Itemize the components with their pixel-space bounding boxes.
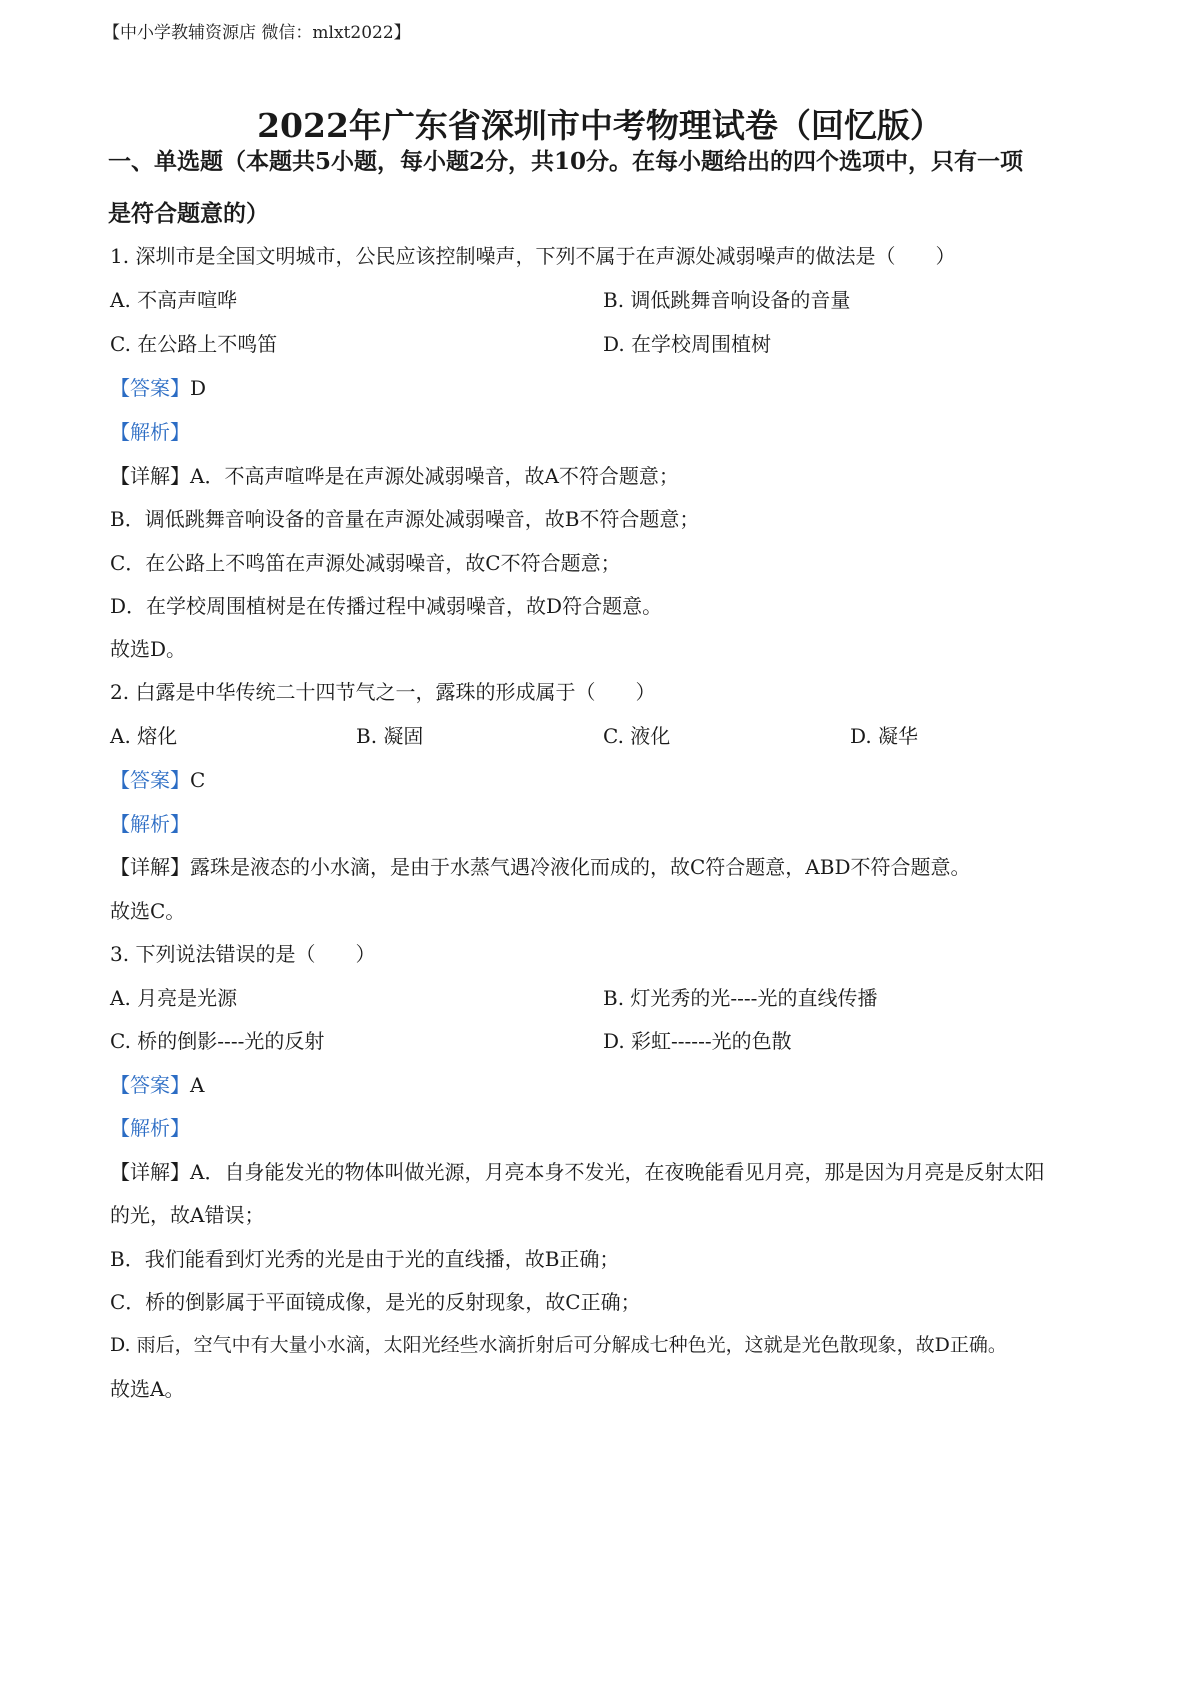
- q1-detail-line: C．在公路上不鸣笛在声源处减弱噪音，故C不符合题意；: [110, 551, 621, 575]
- q3-answer-value: A: [190, 1073, 205, 1097]
- q3-option-a: A. 月亮是光源: [110, 986, 238, 1010]
- q2-answer-line: [110, 764, 1110, 793]
- q2-detail-text: 露珠是液态的小水滴，是由于水蒸气遇冷液化而成的，故C符合题意，ABD不符合题意。: [190, 855, 971, 879]
- q3-stem: 3. 下列说法错误的是（ ）: [110, 942, 376, 966]
- q3-conclusion: 故选A。: [110, 1377, 185, 1401]
- q2-analysis-line: [110, 808, 1110, 837]
- q3-option-c: C. 桥的倒影----光的反射: [110, 1029, 325, 1053]
- answer-label: 【答案】: [110, 376, 190, 400]
- q2-stem: 2. 白露是中华传统二十四节气之一，露珠的形成属于（ ）: [110, 680, 656, 704]
- analysis-label: 【解析】: [110, 1116, 190, 1140]
- q1-detail-line: [110, 460, 1110, 489]
- section-heading: [108, 136, 1108, 240]
- q2-detail-line: [110, 851, 1110, 880]
- q3-detail-line: C．桥的倒影属于平面镜成像，是光的反射现象，故C正确；: [110, 1290, 641, 1314]
- page-title: 2022年广东省深圳市中考物理试卷（回忆版）: [257, 106, 943, 145]
- detail-label: 【详解】: [110, 1160, 190, 1184]
- q3-detail-line: 的光，故A错误；: [110, 1203, 265, 1227]
- section-heading-line-1: 一、单选题（本题共5小题，每小题2分，共10分。在每小题给出的四个选项中，只有一项: [108, 148, 1024, 175]
- q1-detail-line: B．调低跳舞音响设备的音量在声源处减弱噪音，故B不符合题意；: [110, 507, 700, 531]
- q1-option-a: A. 不高声喧哗: [110, 288, 238, 312]
- q2-option-c: C. 液化: [603, 724, 671, 748]
- q1-answer-line: [110, 372, 1110, 401]
- q1-option-d: D. 在学校周围植树: [603, 332, 772, 356]
- q3-detail-line: [110, 1156, 1110, 1185]
- q2-answer-value: C: [190, 768, 206, 792]
- detail-label: 【详解】: [110, 855, 190, 879]
- q3-answer-line: [110, 1069, 1110, 1098]
- q2-conclusion: 故选C。: [110, 899, 186, 923]
- q1-option-b: B. 调低跳舞音响设备的音量: [603, 288, 851, 312]
- q1-detail-text: A．不高声喧哗是在声源处减弱噪音，故A不符合题意；: [190, 464, 679, 488]
- section-heading-line-2: 是符合题意的）: [108, 200, 269, 227]
- answer-label: 【答案】: [110, 1073, 190, 1097]
- q3-analysis-line: [110, 1112, 1110, 1141]
- q3-option-b: B. 灯光秀的光----光的直线传播: [603, 986, 878, 1010]
- analysis-label: 【解析】: [110, 812, 190, 836]
- q3-option-d: D. 彩虹------光的色散: [603, 1029, 792, 1053]
- q2-option-a: A. 熔化: [110, 724, 178, 748]
- analysis-label: 【解析】: [110, 420, 190, 444]
- q3-detail-text: A．自身能发光的物体叫做光源，月亮本身不发光，在夜晚能看见月亮，那是因为月亮是反射太阳: [190, 1160, 1045, 1184]
- q2-option-d: D. 凝华: [850, 724, 919, 748]
- q1-stem: 1. 深圳市是全国文明城市，公民应该控制噪声，下列不属于在声源处减弱噪声的做法是（ ）: [110, 244, 956, 268]
- q1-analysis-line: [110, 416, 1110, 445]
- q1-option-c: C. 在公路上不鸣笛: [110, 332, 278, 356]
- answer-label: 【答案】: [110, 768, 190, 792]
- q1-conclusion: 故选D。: [110, 637, 187, 661]
- q3-detail-line: B．我们能看到灯光秀的光是由于光的直线播，故B正确；: [110, 1247, 620, 1271]
- q1-answer-value: D: [190, 376, 207, 400]
- q1-detail-line: D．在学校周围植树是在传播过程中减弱噪音，故D符合题意。: [110, 594, 663, 618]
- q3-detail-line: D. 雨后，空气中有大量小水滴，太阳光经些水滴折射后可分解成七种色光，这就是光色散现象，故D正确。: [110, 1334, 1007, 1356]
- detail-label: 【详解】: [110, 464, 190, 488]
- header-note: 【中小学教辅资源店 微信：mlxt2022】: [103, 23, 411, 43]
- q2-option-b: B. 凝固: [356, 724, 424, 748]
